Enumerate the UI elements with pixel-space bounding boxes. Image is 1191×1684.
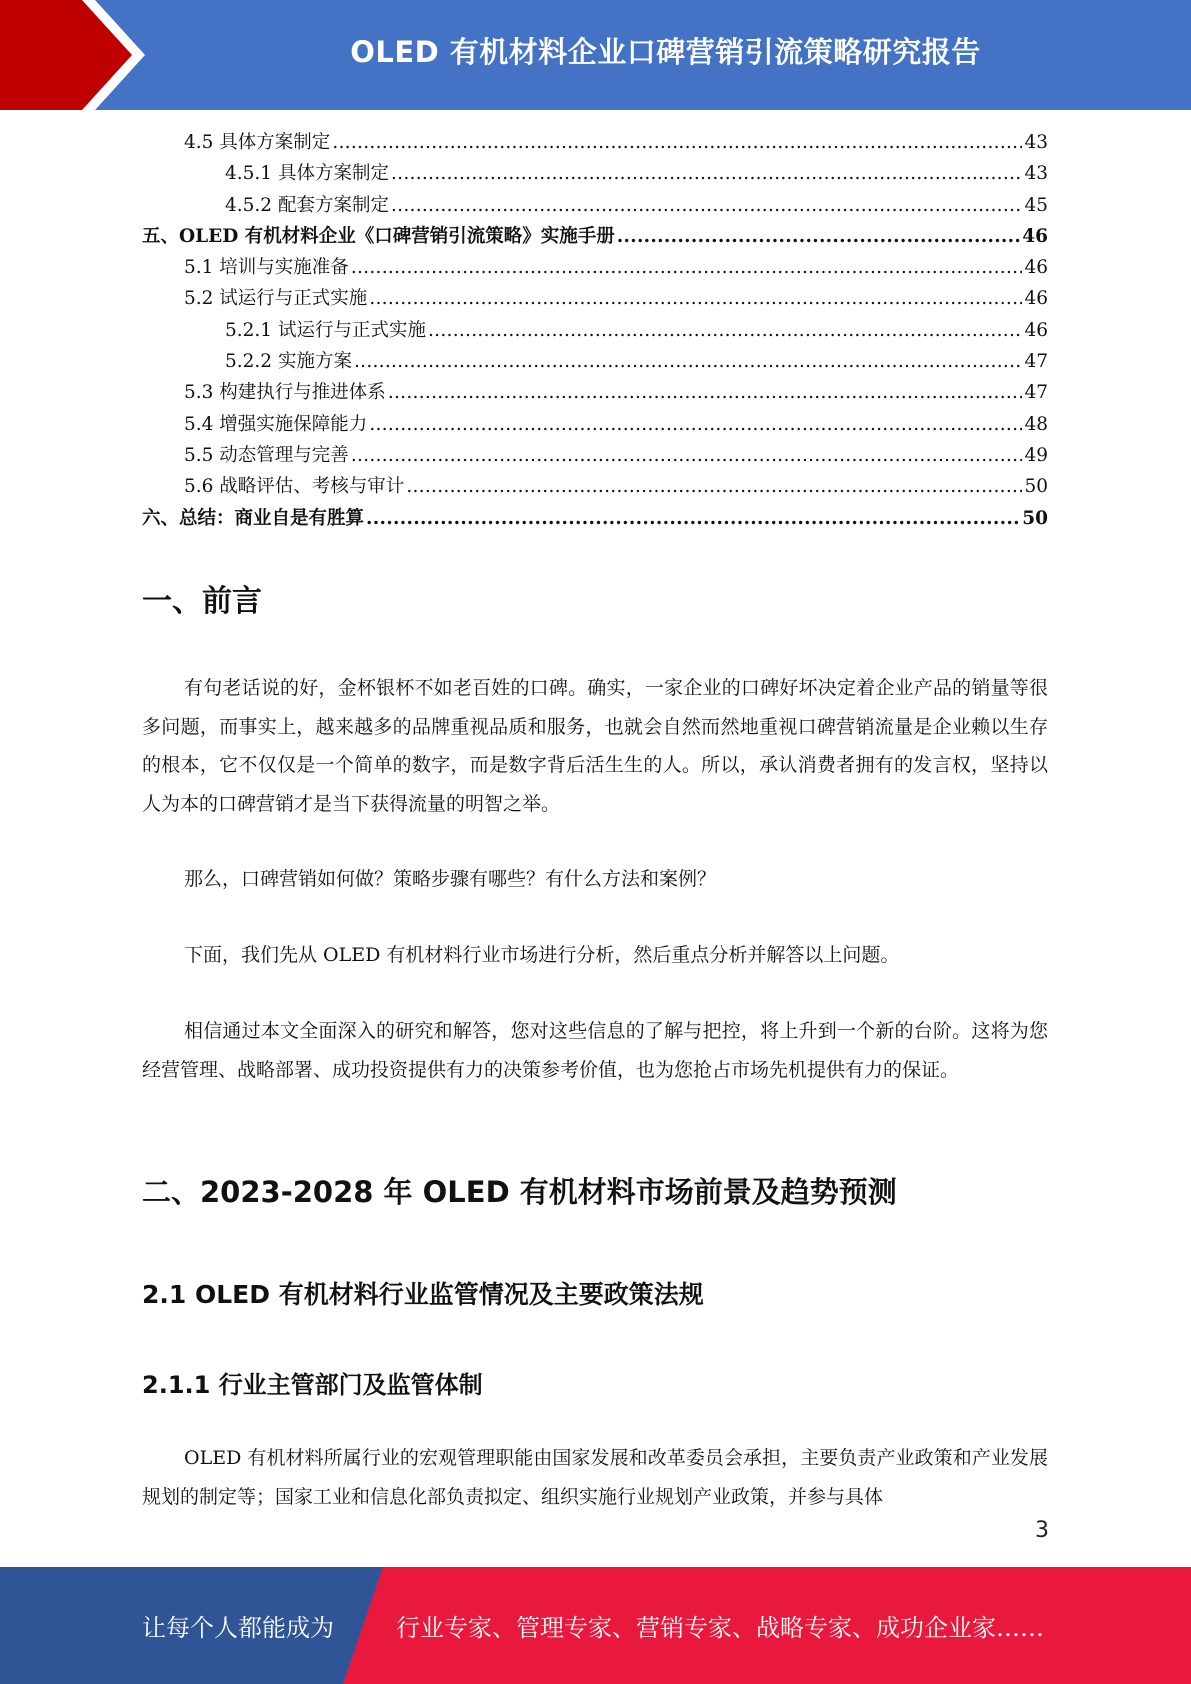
toc-leader-dots [369, 409, 1022, 440]
toc-entry-label: 5.4 增强实施保障能力 [184, 413, 368, 435]
toc-entry-label: 5.2.1 试运行与正式实施 [225, 319, 426, 341]
toc-leader-dots [354, 346, 1023, 377]
toc-entry[interactable] [142, 315, 1048, 346]
toc-leader-dots [428, 315, 1022, 346]
toc-entry-page: 46 [1022, 225, 1048, 247]
toc-leader-dots [391, 190, 1022, 221]
toc-entry-page: 43 [1024, 163, 1048, 185]
toc-leader-dots [388, 377, 1023, 408]
toc-entry-page: 50 [1022, 507, 1048, 529]
toc-leader-dots [617, 221, 1021, 252]
toc-entry-label: 六、总结：商业自是有胜算 [142, 507, 365, 529]
subsection-heading: 2.1 OLED 有机材料行业监管情况及主要政策法规 [142, 1280, 704, 1309]
toc-entry[interactable] [142, 409, 1048, 440]
toc-entry-page: 46 [1024, 288, 1048, 310]
toc-entry[interactable] [142, 377, 1048, 408]
toc-entry-label: 5.2 试运行与正式实施 [184, 288, 368, 310]
toc-entry-page: 49 [1024, 444, 1048, 466]
toc-leader-dots [391, 158, 1022, 189]
footer-slogan-right: 行业专家、管理专家、营销专家、战略专家、成功企业家…… [396, 1614, 1044, 1642]
toc-entry[interactable] [142, 440, 1048, 471]
page-footer [0, 1567, 1191, 1684]
toc-entry[interactable] [142, 127, 1048, 158]
toc-entry-page: 48 [1024, 413, 1048, 435]
toc-entry-label: 5.3 构建执行与推进体系 [184, 382, 386, 404]
toc-entry-label: 五、OLED 有机材料企业《口碑营销引流策略》实施手册 [142, 225, 615, 247]
page-number: 3 [1035, 1518, 1049, 1543]
footer-slogan-left: 让每个人都能成为 [142, 1614, 334, 1642]
toc-entry-page: 47 [1024, 351, 1048, 373]
toc-entry-label: 5.1 培训与实施准备 [184, 257, 349, 279]
document-title: OLED 有机材料企业口碑营销引流策略研究报告 [350, 34, 981, 69]
toc-entry-label: 5.2.2 实施方案 [225, 351, 352, 373]
toc-leader-dots [351, 252, 1023, 283]
toc-entry-label: 4.5.1 具体方案制定 [225, 163, 389, 185]
toc-entry[interactable] [142, 158, 1048, 189]
section-heading-preface: 一、前言 [142, 584, 262, 619]
toc-entry-label: 5.5 动态管理与完善 [184, 444, 349, 466]
toc-entry-page: 47 [1024, 382, 1048, 404]
subsubsection-heading: 2.1.1 行业主管部门及监管体制 [142, 1371, 483, 1399]
paragraph: OLED 有机材料所属行业的宏观管理职能由国家发展和改革委员会承担，主要负责产业政策和产业发展规划的制定等；国家工业和信息化部负责拟定、组织实施行业规划产业政策，并参与具体 [142, 1447, 1048, 1508]
section-heading-market-outlook: 二、2023-2028 年 OLED 有机材料市场前景及趋势预测 [142, 1175, 897, 1209]
toc-entry-page: 50 [1024, 476, 1048, 498]
page-header [0, 0, 1191, 110]
toc-entry-page: 43 [1024, 132, 1048, 153]
toc-entry-label: 4.5 具体方案制定 [184, 132, 331, 153]
toc-entry-page: 46 [1024, 319, 1048, 341]
toc-entry[interactable] [142, 221, 1048, 252]
toc-leader-dots [351, 440, 1023, 471]
toc-entry-label: 4.5.2 配套方案制定 [225, 194, 389, 216]
table-of-contents [142, 127, 1048, 534]
paragraph: 相信通过本文全面深入的研究和解答，您对这些信息的了解与把控，将上升到一个新的台阶。这将为您经营管理、战略部署、成功投资提供有力的决策参考价值，也为您抢占市场先机提供有力的保证。 [142, 1020, 1048, 1081]
paragraph: 下面，我们先从 OLED 有机材料行业市场进行分析，然后重点分析并解答以上问题。 [184, 944, 900, 966]
toc-leader-dots [332, 127, 1022, 158]
toc-entry[interactable] [142, 252, 1048, 283]
paragraph: 有句老话说的好，金杯银杯不如老百姓的口碑。确实，一家企业的口碑好坏决定着企业产品的销量等很多问题，而事实上，越来越多的品牌重视品质和服务，也就会自然而然地重视口碑营销流量是企业赖以生存的根本，它不仅仅是一个简单的数字，而是数字背后活生生的人。所以，承认消费者拥有的发言权，坚持以人为本的口碑营销才是当下获得流量的明智之举。 [142, 677, 1048, 815]
toc-leader-dots [369, 283, 1022, 314]
toc-entry[interactable] [142, 346, 1048, 377]
toc-leader-dots [366, 503, 1020, 534]
toc-entry-label: 5.6 战略评估、考核与审计 [184, 476, 405, 498]
paragraph: 那么，口碑营销如何做？策略步骤有哪些？有什么方法和案例？ [184, 868, 717, 890]
toc-entry[interactable] [142, 190, 1048, 221]
toc-leader-dots [406, 471, 1022, 502]
toc-entry[interactable] [142, 283, 1048, 314]
toc-entry[interactable] [142, 503, 1048, 534]
toc-entry[interactable] [142, 471, 1048, 502]
toc-entry-page: 46 [1024, 257, 1048, 279]
toc-entry-page: 45 [1024, 194, 1048, 216]
